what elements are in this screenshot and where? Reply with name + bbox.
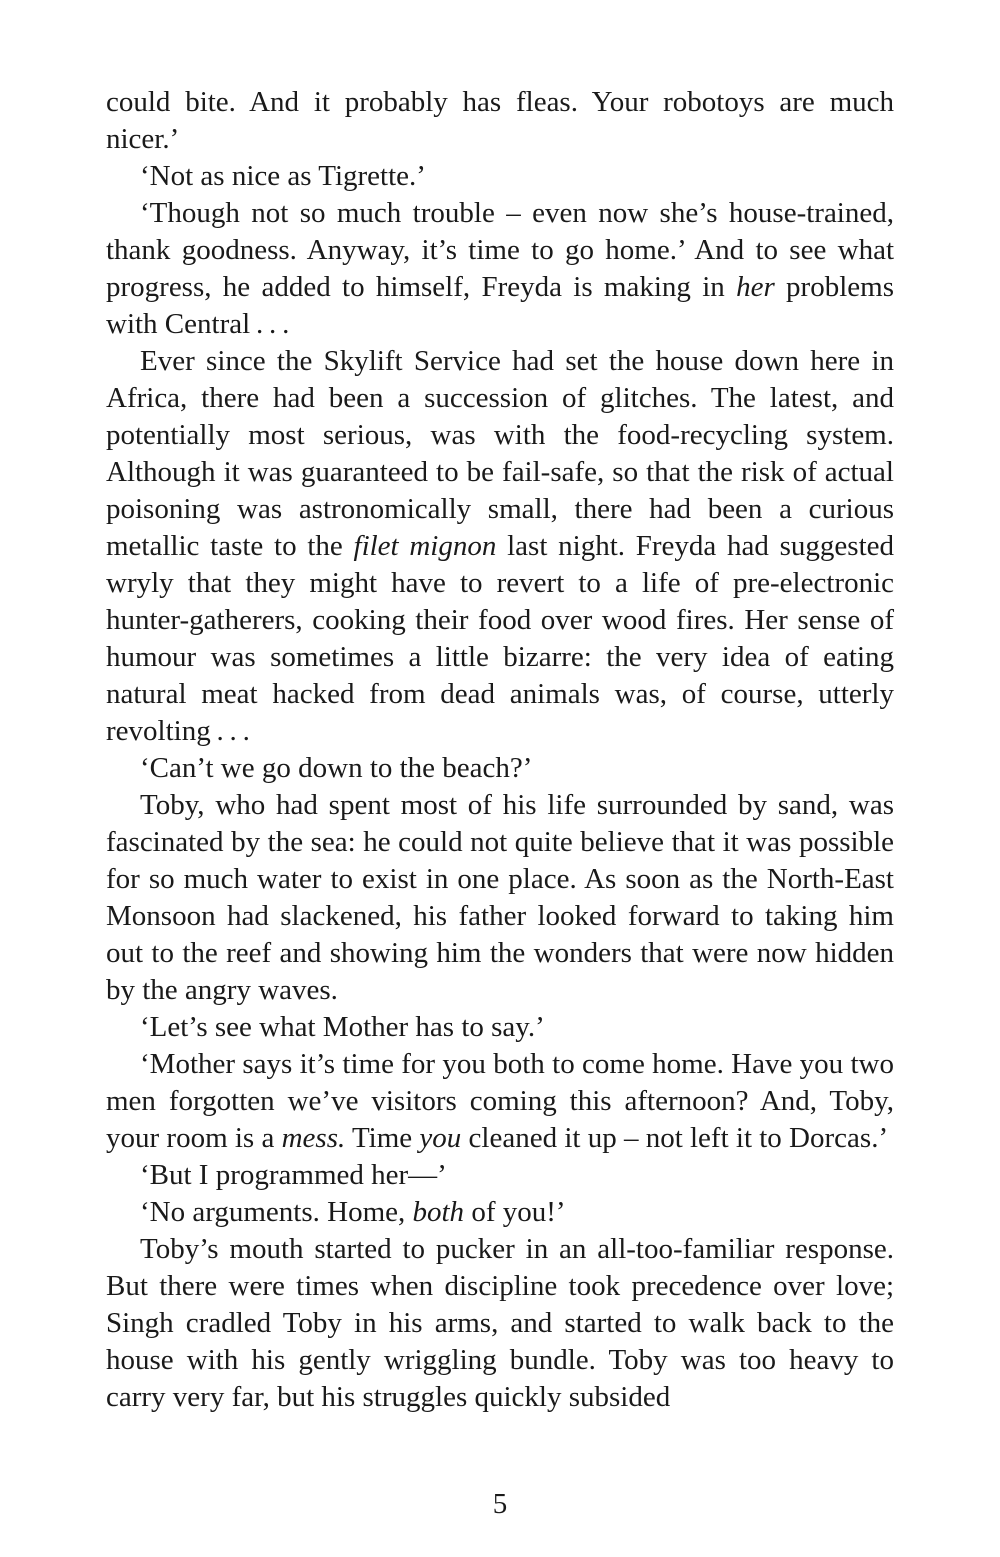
italic-text: filet mignon xyxy=(353,530,497,562)
italic-text: her xyxy=(736,271,775,303)
text-run: Ever since the Skylift Service had set the house down here in Africa, there had been a succession of glitches. The latest, and potentially most serious, was with the food-recycling system. Although it was guaranteed to be fail-safe, so that the risk of actual poisoning was astronomically small, there had been a curious metallic taste to the xyxy=(106,345,894,562)
italic-text: mess. xyxy=(281,1122,346,1154)
text-run: problems with Central . . . xyxy=(106,271,894,340)
paragraph xyxy=(106,195,894,343)
italic-text: both xyxy=(412,1196,465,1228)
text-run: of you!’ xyxy=(464,1196,566,1228)
text-run: ‘Not as nice as Tigrette.’ xyxy=(140,160,426,192)
text-run: cleaned it up – not left it to Dorcas.’ xyxy=(461,1122,889,1154)
paragraph xyxy=(106,84,894,158)
page-number: 5 xyxy=(492,1488,508,1520)
text-run: Toby’s mouth started to pucker in an all-too-familiar response. But there were times when discipline took precedence over love; Singh cradled Toby in his arms, and started to walk back to the house with his gently wriggling bundle. Toby was too heavy to carry very far, but his struggles quickly subsided xyxy=(106,1233,894,1413)
paragraph xyxy=(106,158,894,195)
italic-text: you xyxy=(419,1122,462,1154)
text-run: Time xyxy=(345,1122,420,1154)
paragraph xyxy=(106,750,894,787)
text-run: ‘No arguments. Home, xyxy=(140,1196,413,1228)
book-page-text xyxy=(106,84,894,1416)
text-run: ‘Though not so much trouble – even now she’s house-trained, thank goodness. Anyway, it’s time to go home.’ And to see what progress, he added to himself, Freyda is making in xyxy=(106,197,894,303)
paragraph xyxy=(106,1231,894,1416)
text-run: ‘But I programmed her—’ xyxy=(140,1159,447,1191)
text-run: could bite. And it probably has fleas. Your robotoys are much nicer.’ xyxy=(106,86,894,155)
text-run: ‘Can’t we go down to the beach?’ xyxy=(140,752,533,784)
paragraph xyxy=(106,787,894,1009)
text-run: ‘Mother says it’s time for you both to come home. Have you two men forgotten we’ve visitors coming this afternoon? And, Toby, your room is a xyxy=(106,1048,894,1154)
paragraph xyxy=(106,1194,894,1231)
text-run: Toby, who had spent most of his life surrounded by sand, was fascinated by the sea: he could not quite believe that it was possible for so much water to exist in one place. As soon as the North-East Monsoon had slackened, his father looked forward to taking him out to the reef and showing him the wonders that were now hidden by the angry waves. xyxy=(106,789,894,1006)
paragraph xyxy=(106,343,894,750)
paragraph xyxy=(106,1046,894,1157)
text-run: last night. Freyda had suggested wryly that they might have to revert to a life of pre-electronic hunter-gatherers, cooking their food over wood fires. Her sense of humour was sometimes a little bizarre: the very idea of eating natural meat hacked from dead animals was, of course, utterly revolting . . . xyxy=(106,530,895,747)
paragraph xyxy=(106,1009,894,1046)
text-run: ‘Let’s see what Mother has to say.’ xyxy=(140,1011,545,1043)
paragraph xyxy=(106,1157,894,1194)
